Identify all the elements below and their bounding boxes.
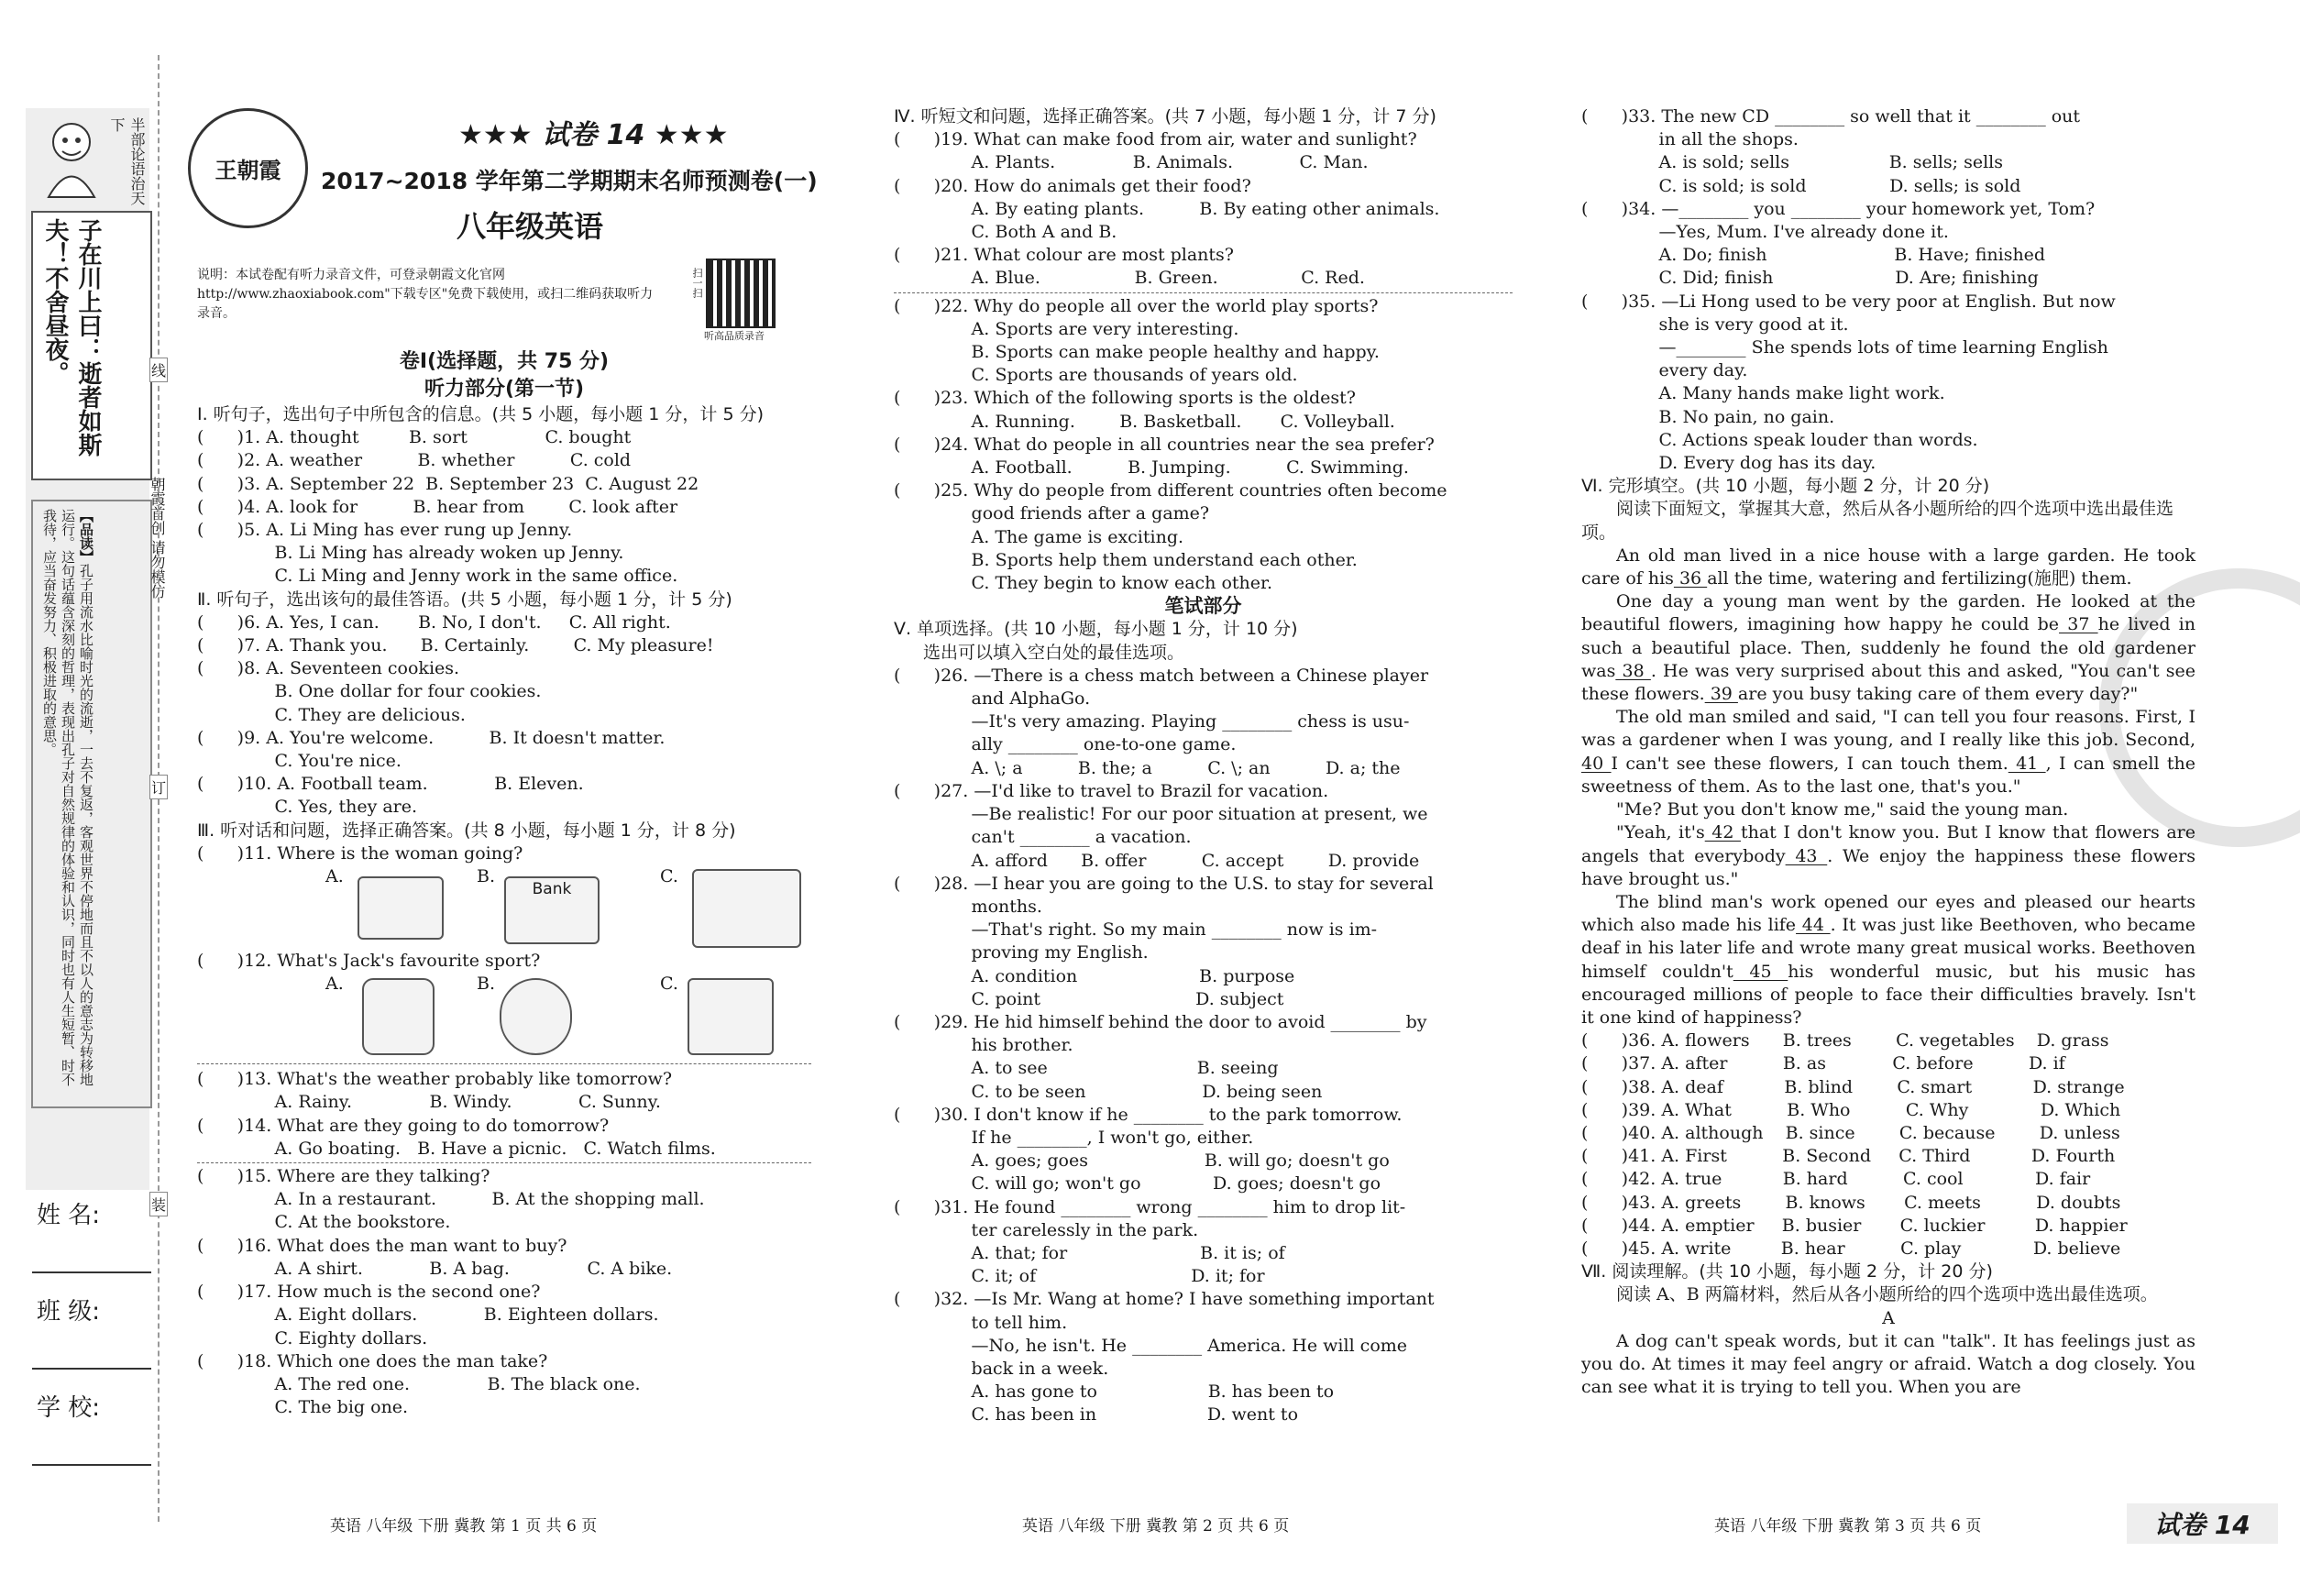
cloze-para: [1581, 545, 2195, 590]
logo-text: 王朝霞: [215, 157, 281, 183]
cloze-blank[interactable]: 43: [1785, 845, 1828, 866]
s4-item: C. They begin to know each other.: [894, 573, 1273, 594]
s5-item[interactable]: ( )33. The new CD ________ so well that it ________ out: [1581, 106, 2081, 127]
cloze-para: [1581, 821, 2195, 891]
s4-item[interactable]: ( )22. Why do people all over the world play sports?: [894, 295, 1379, 316]
s6-intro: 阅读下面短文，掌握其大意，然后从各小题所给的四个选项中选出最佳选项。: [1581, 499, 2174, 543]
cloze-blank[interactable]: 41: [2008, 753, 2046, 774]
part1-title: 卷Ⅰ(选择题，共 75 分): [399, 350, 610, 373]
s4-item[interactable]: ( )25. Why do people from different countries often become: [894, 480, 1447, 501]
footer-page-2: 英语 八年级 下册 冀教 第 2 页 共 6 页: [1022, 1517, 1290, 1535]
s5-item: —________ She spends lots of time learning English: [1581, 337, 2108, 358]
footer-page-1: 英语 八年级 下册 冀教 第 1 页 共 6 页: [330, 1517, 598, 1535]
divider: [197, 1063, 811, 1064]
s5-item: C. will go; won't go D. goes; doesn't go: [894, 1173, 1381, 1194]
cloze-text: all the time, watering and fertilizing(施肥) them.: [1707, 568, 2132, 589]
q11-pictures: [197, 865, 811, 950]
s1-item[interactable]: ( )4. A. look for B. hear from C. look after: [197, 496, 678, 517]
cloze-blank[interactable]: 45: [1733, 961, 1788, 982]
s3-item: A. Go boating. B. Have a picnic. C. Watch films.: [197, 1138, 716, 1159]
cloze-passage: [1581, 545, 2195, 1029]
cloze-text: An old man lived in a nice house with a large garden. He took care of his: [1581, 545, 2195, 589]
cloze-text: "Yeah, it's: [1616, 822, 1705, 843]
s3-items: [197, 1068, 811, 1419]
s5-items: [894, 665, 1513, 1427]
cloze-option[interactable]: ( )43. A. greets B. knows C. meets D. doubts: [1581, 1192, 2121, 1213]
listen1-title: 听力部分(第一节): [424, 378, 585, 401]
s5-item: A. is sold; sells B. sells; sells: [1581, 152, 2003, 173]
s5-item: A. goes; goes B. will go; doesn't go: [894, 1150, 1390, 1172]
cloze-blank[interactable]: 36: [1673, 568, 1708, 589]
s4-item: B. Sports can make people healthy and happy.: [894, 342, 1380, 363]
s4-item[interactable]: ( )23. Which of the following sports is the oldest?: [894, 388, 1356, 409]
s5-item: A. condition B. purpose: [894, 965, 1295, 986]
s5-item[interactable]: ( )35. —Li Hong used to be very poor at English. But now: [1581, 291, 2116, 312]
paper-number: ★★★ 试卷 14 ★★★: [458, 119, 729, 151]
subject-title: 八年级英语: [457, 209, 604, 244]
s2-item: B. One dollar for four cookies.: [197, 681, 542, 702]
s2-item[interactable]: ( )8. A. Seventeen cookies.: [197, 658, 460, 679]
s3-item[interactable]: ( )16. What does the man want to buy?: [197, 1235, 567, 1256]
cut-mark-1: 线: [149, 358, 168, 382]
cloze-option[interactable]: ( )45. A. write B. hear C. play D. believe: [1581, 1238, 2121, 1259]
s3-item: A. A shirt. B. A bag. C. A bike.: [197, 1258, 673, 1279]
q12-pictures: [197, 973, 811, 1060]
s2-item: C. Yes, they are.: [197, 797, 418, 818]
cut-mark-2: 订: [149, 775, 168, 799]
s5-item: C. Actions speak louder than words.: [1581, 429, 1978, 450]
s5-item: —No, he isn't. He ________ America. He will come: [894, 1335, 1408, 1356]
s2-item[interactable]: ( )10. A. Football team. B. Eleven.: [197, 774, 584, 795]
s2-item: C. They are delicious.: [197, 704, 466, 725]
cloze-text: that I don't know you. But I know that flowers are angels that everybody: [1581, 822, 2195, 866]
cloze-option[interactable]: ( )44. A. emptier B. busier C. luckier D. happier: [1581, 1215, 2128, 1236]
bank-building-icon: [504, 876, 600, 944]
divider: [197, 1162, 811, 1163]
s5-item: A. Do; finish B. Have; finished: [1581, 245, 2046, 266]
s3-item: A. The red one. B. The black one.: [197, 1373, 641, 1394]
cloze-para: [1581, 891, 2195, 1029]
s5-item[interactable]: ( )27. —I'd like to travel to Brazil for vacation.: [894, 780, 1329, 801]
cloze-option[interactable]: ( )40. A. although B. since C. because D. unless: [1581, 1122, 2120, 1143]
s3-item[interactable]: ( )17. How much is the second one?: [197, 1282, 541, 1303]
s2-items: [197, 611, 811, 820]
cloze-option[interactable]: ( )39. A. What B. Who C. Why D. Which: [1581, 1099, 2121, 1120]
s3-item: C. Eighty dollars.: [197, 1327, 428, 1348]
s4-item[interactable]: ( )20. How do animals get their food?: [894, 175, 1251, 196]
s4-items-a: [894, 128, 1513, 290]
column-2: [894, 105, 1513, 1427]
q12-opt-a[interactable]: A.: [325, 974, 344, 995]
swimming-icon: [688, 978, 774, 1055]
q11-opt-c[interactable]: C.: [660, 866, 678, 887]
cloze-text: are you busy taking care of them every day?": [1737, 684, 2139, 705]
s4-item: A. Running. B. Basketball. C. Volleyball.: [894, 411, 1395, 432]
class-line[interactable]: [32, 1366, 151, 1370]
cloze-blank[interactable]: 44: [1796, 915, 1831, 936]
written-part-title: 笔试部分: [1164, 595, 1242, 618]
footer-paper-number: 试卷 14: [2127, 1503, 2278, 1544]
s4-item: B. Sports help them understand each other.: [894, 549, 1358, 570]
s1-item[interactable]: ( )3. A. September 22 B. September 23 C. August 22: [197, 473, 699, 494]
s5-item: to tell him.: [894, 1312, 1068, 1333]
s5-item[interactable]: ( )31. He found ________ wrong ________ him to drop lit-: [894, 1196, 1406, 1217]
cloze-para: [1581, 706, 2195, 798]
s5-item: —Be realistic! For our poor situation at present, we: [894, 804, 1428, 825]
scan-label: 扫一扫: [691, 268, 703, 298]
s3-item: C. At the bookstore.: [197, 1212, 451, 1233]
cloze-blank[interactable]: 39: [1704, 684, 1738, 705]
cloze-option[interactable]: ( )38. A. deaf B. blind C. smart D. strange: [1581, 1076, 2125, 1097]
s5-item: ter carelessly in the park.: [894, 1219, 1199, 1240]
park-icon: [358, 876, 444, 940]
column-1: [197, 348, 811, 1419]
quote-text: 子在川上曰：逝者如斯夫！不舍昼夜。: [41, 218, 102, 457]
s1-item[interactable]: ( )1. A. thought B. sort C. bought: [197, 427, 632, 448]
school-label: 学 校:: [37, 1394, 101, 1422]
header-note: 说明：本试卷配有听力录音文件，可登录朝霞文化官网 http://www.zhaoxiabook.com"下载专区"免费下载使用，或扫二维码获取听力录音。: [197, 268, 654, 321]
s5-item: C. Did; finish D. Are; finishing: [1581, 268, 2039, 289]
s5-item[interactable]: ( )34. —________ you ________ your homework yet, Tom?: [1581, 198, 2096, 219]
s3-item: A. In a restaurant. B. At the shopping mall.: [197, 1189, 705, 1210]
class-label: 班 级:: [37, 1298, 101, 1326]
s5-item[interactable]: ( )30. I don't know if he ________ to the park tomorrow.: [894, 1104, 1403, 1125]
shop-street-icon: [692, 869, 801, 948]
s2-item[interactable]: ( )7. A. Thank you. B. Certainly. C. My pleasure!: [197, 635, 714, 656]
cloze-text: The blind man's work opened our eyes and pleased our hearts which also made his life: [1581, 891, 2195, 936]
s5-item: she is very good at it.: [1581, 314, 1849, 335]
cloze-blank[interactable]: 42: [1704, 822, 1741, 843]
s4-item: A. Sports are very interesting.: [894, 318, 1239, 339]
s5-item: back in a week.: [894, 1358, 1109, 1379]
s7-intro: 阅读 A、B 两篇材料，然后从各小题所给的四个选项中选出最佳选项。: [1616, 1284, 2158, 1305]
s4-item: good friends after a game?: [894, 503, 1210, 524]
s4-item: A. Blue. B. Green. C. Red.: [894, 268, 1365, 289]
reading-text: [33, 501, 103, 1103]
cloze-para: [1581, 590, 2195, 706]
s5-item: months.: [894, 896, 1042, 917]
name-line[interactable]: [32, 1270, 151, 1273]
football-icon: [500, 978, 572, 1055]
s5-item[interactable]: ( )28. —I hear you are going to the U.S. to stay for several: [894, 873, 1434, 894]
cut-mark-3: 装: [149, 1192, 168, 1216]
cloze-text: One day a young man went by the garden. He looked at the beautiful flowers, imagining how happy he could be: [1581, 591, 2195, 635]
s1-items: [197, 426, 811, 588]
s5-item: proving my English.: [894, 942, 1149, 963]
cloze-text: his wonderful music, but his music has encouraged millions of people to face their difficulties bravely. Isn't it one kind of happiness?: [1581, 961, 2195, 1028]
s5-item[interactable]: ( )26. —There is a chess match between a Chinese player: [894, 665, 1429, 686]
s1-item: B. Li Ming has already woken up Jenny.: [197, 543, 624, 564]
q11-opt-a[interactable]: A.: [325, 866, 344, 887]
name-label: 姓 名:: [37, 1202, 101, 1229]
s5-item: A. to see B. seeing: [894, 1058, 1279, 1079]
basketball-icon: [362, 978, 435, 1055]
s1-item: C. Li Ming and Jenny work in the same office.: [197, 566, 678, 587]
s5-item: A. afford B. offer C. accept D. provide: [894, 850, 1420, 871]
cloze-text: he lived in such a beautiful place. Then, suddenly he found the old gardener was: [1581, 614, 2195, 681]
cloze-option[interactable]: ( )37. A. after B. as C. before D. if: [1581, 1053, 2065, 1074]
logo: [188, 108, 308, 228]
s4-item[interactable]: ( )21. What colour are most plants?: [894, 245, 1234, 266]
s1-item[interactable]: ( )2. A. weather B. whether C. cold: [197, 450, 632, 471]
cloze-text: , I can smell the sweetness of them. As to the last one, that's you.": [1581, 753, 2195, 797]
cloze-text: . We enjoy the happiness these flowers have brought us.": [1581, 845, 2195, 889]
s5-item: —Yes, Mum. I've already done it.: [1581, 222, 1949, 243]
s5-item: his brother.: [894, 1035, 1073, 1056]
s3-item[interactable]: ( )18. Which one does the man take?: [197, 1350, 548, 1371]
s1-item[interactable]: ( )5. A. Li Ming has ever rung up Jenny.: [197, 520, 573, 541]
cartoon-confucius-icon: [35, 115, 108, 202]
s4-item: A. Plants. B. Animals. C. Man.: [894, 152, 1369, 173]
vertical-note: 朝霞首创 请勿模仿: [149, 477, 166, 600]
s5-item: can't ________ a vacation.: [894, 827, 1192, 848]
s3-item: A. Rainy. B. Windy. C. Sunny.: [197, 1092, 661, 1113]
cloze-option[interactable]: ( )41. A. First B. Second C. Third D. Fourth: [1581, 1146, 2116, 1167]
cloze-text: The old man smiled and said, "I can tell you four reasons. First, I was a gardener when I was young, and I really like this job. Second,: [1581, 707, 2195, 751]
s5-item: A. that; for B. it is; of: [894, 1242, 1285, 1263]
s6-header: Ⅵ. 完形填空。(共 10 小题，每小题 2 分，计 20 分): [1581, 476, 1990, 497]
s5-item: A. Many hands make light work.: [1581, 383, 1945, 404]
passage-a-label: A: [1882, 1307, 1895, 1328]
school-line[interactable]: [32, 1462, 151, 1466]
s4-item: A. Football. B. Jumping. C. Swimming.: [894, 457, 1409, 479]
s5-item: and AlphaGo.: [894, 688, 1091, 710]
cloze-option[interactable]: ( )36. A. flowers B. trees C. vegetables D. grass: [1581, 1030, 2109, 1051]
q11[interactable]: ( )11. Where is the woman going?: [197, 842, 523, 864]
s3-header: Ⅲ. 听对话和问题，选择正确答案。(共 8 小题，每小题 1 分，计 8 分): [197, 820, 736, 841]
s2-item: C. You're nice.: [197, 751, 402, 772]
quote-box: [31, 211, 152, 480]
cloze-blank[interactable]: 37: [2059, 614, 2098, 635]
q11-opt-b[interactable]: B.: [477, 866, 496, 887]
cloze-text: I can't see these flowers, I can touch them.: [1611, 753, 2008, 774]
s5-item: If he ________, I won't go, either.: [894, 1127, 1254, 1148]
s5-item: C. has been in D. went to: [894, 1404, 1299, 1425]
s5-item: every day.: [1581, 360, 1748, 381]
s4-item: A. The game is exciting.: [894, 526, 1184, 547]
cloze-options: [1581, 1029, 2195, 1260]
paper-number-text: 试卷 14: [542, 119, 645, 151]
s3-item: C. The big one.: [197, 1397, 409, 1418]
corner-text: 半部论语治天下: [108, 117, 146, 205]
s5-item: B. No pain, no gain.: [1581, 406, 1835, 427]
cloze-text: . He was very surprised about this and asked, "You can't see these flowers.: [1581, 660, 2195, 705]
s3-item[interactable]: ( )13. What's the weather probably like tomorrow?: [197, 1069, 673, 1090]
s5-item: —It's very amazing. Playing ________ chess is usu-: [894, 711, 1410, 732]
s5-item: C. is sold; is sold D. sells; is sold: [1581, 175, 2021, 196]
cloze-para: "Me? But you don't know me," said the young man.: [1616, 799, 2069, 820]
s5-item: A. \; a B. the; a C. \; an D. a; the: [894, 757, 1401, 778]
cloze-blank[interactable]: 38: [1615, 660, 1651, 681]
column-3: [1581, 105, 2195, 1399]
qr-code-icon[interactable]: [706, 259, 776, 328]
footer-page-3: 英语 八年级 下册 冀教 第 3 页 共 6 页: [1714, 1517, 1982, 1535]
s5-intro: 选出可以填入空白处的最佳选项。: [923, 642, 1185, 663]
s5-item: A. has gone to B. has been to: [894, 1381, 1335, 1403]
s2-header: Ⅱ. 听句子，选出该句的最佳答语。(共 5 小题，每小题 1 分，计 5 分): [197, 589, 732, 610]
q12[interactable]: ( )12. What's Jack's favourite sport?: [197, 951, 541, 972]
s4-item: C. Sports are thousands of years old.: [894, 365, 1298, 386]
q12-opt-c[interactable]: C.: [660, 974, 678, 995]
s5-item: C. it; of D. it; for: [894, 1266, 1265, 1287]
s5-item: C. point D. subject: [894, 988, 1284, 1009]
cloze-option[interactable]: ( )42. A. true B. hard C. cool D. fair: [1581, 1169, 2091, 1190]
cloze-blank[interactable]: 40: [1581, 753, 1612, 774]
s2-item[interactable]: ( )6. A. Yes, I can. B. No, I don't. C. All right.: [197, 611, 671, 633]
s7-header: Ⅶ. 阅读理解。(共 10 小题，每小题 2 分，计 20 分): [1581, 1261, 1993, 1282]
s5-cont-items: [1581, 105, 2195, 475]
s5-item: in all the shops.: [1581, 129, 1799, 150]
s4-header: Ⅳ. 听短文和问题，选择正确答案。(共 7 小题，每小题 1 分，计 7 分): [894, 106, 1436, 127]
s5-item: D. Every dog has its day.: [1581, 453, 1876, 474]
reading-label: 【品读】: [78, 509, 94, 564]
s1-header: Ⅰ. 听句子，选出句子中所包含的信息。(共 5 小题，每小题 1 分，计 5 分): [197, 404, 765, 424]
s5-header: Ⅴ. 单项选择。(共 10 小题，每小题 1 分，计 10 分): [894, 619, 1298, 640]
s3-item[interactable]: ( )14. What are they going to do tomorrow?: [197, 1115, 610, 1136]
qr-caption: 听高品质录音: [704, 330, 765, 342]
reading-content: 孔子用流水比喻时光的流逝，一去不复返，客观世界不停地而且不以人的意志为转移地运行。这句话蕴含深刻的哲理，表现出孔子对自然规律的体验和认识，同时也有人生短暂、时不我待，应当奋发努力、积极进取的意思。: [41, 509, 94, 1086]
cloze-text: . It was just like Beethoven, who became deaf in his later life and wrote many great musical works. Beethoven himself couldn't: [1581, 915, 2195, 982]
exam-title: 2017~2018 学年第二学期期末名师预测卷(一): [321, 168, 818, 194]
bank-sign: Bank: [532, 880, 572, 899]
s4-item[interactable]: ( )19. What can make food from air, water and sunlight?: [894, 129, 1417, 150]
s3-item[interactable]: ( )15. Where are they talking?: [197, 1166, 490, 1187]
passage-a: A dog can't speak words, but it can "talk". It has feelings just as you do. At times it may feel angry or afraid. Watch a dog closely. You can see what it is trying to tell you. When you are: [1581, 1330, 2195, 1398]
s5-item: ally ________ one-to-one game.: [894, 734, 1237, 755]
divider: [894, 292, 1513, 293]
s4-items-b: [894, 295, 1513, 596]
s4-item: A. By eating plants. B. By eating other animals.: [894, 198, 1440, 219]
s5-item: C. to be seen D. being seen: [894, 1081, 1323, 1102]
s3-item: A. Eight dollars. B. Eighteen dollars.: [197, 1304, 659, 1326]
s2-item[interactable]: ( )9. A. You're welcome. B. It doesn't matter.: [197, 727, 666, 748]
s5-item[interactable]: ( )32. —Is Mr. Wang at home? I have something important: [894, 1289, 1435, 1310]
s5-item: —That's right. So my main ________ now is im-: [894, 919, 1378, 941]
s5-item[interactable]: ( )29. He hid himself behind the door to avoid ________ by: [894, 1011, 1427, 1032]
s4-item[interactable]: ( )24. What do people in all countries near the sea prefer?: [894, 434, 1435, 455]
q12-opt-b[interactable]: B.: [477, 974, 496, 995]
s4-item: C. Both A and B.: [894, 222, 1117, 243]
reading-box: [31, 500, 152, 1108]
